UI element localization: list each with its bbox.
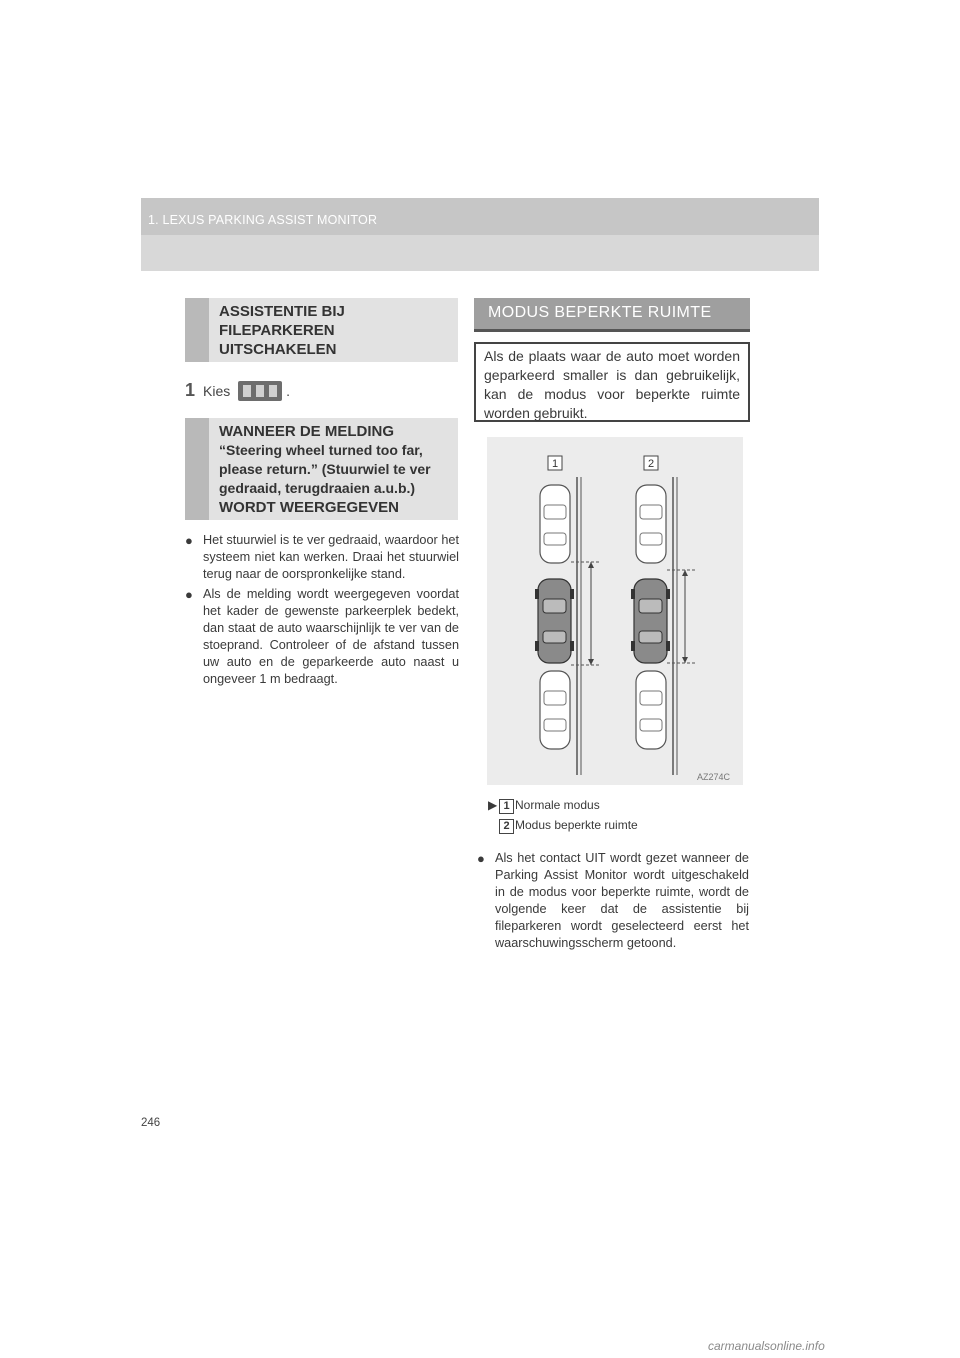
bullet-icon: ●	[185, 533, 193, 548]
parked-car-front	[636, 485, 666, 563]
bullet-text: Het stuurwiel is te ver gedraaid, waardoor het systeem niet kan werken. Draai het stuurwiel terug naar de oorspronkelijke stand.	[203, 533, 459, 581]
heading-line: please return.” (Stuurwiel te ver	[219, 461, 431, 477]
heading-bar	[185, 418, 209, 520]
step-number: 1	[185, 380, 196, 400]
chapter-title: 1. LEXUS PARKING ASSIST MONITOR	[148, 213, 378, 227]
own-car	[631, 579, 670, 663]
page-number: 246	[141, 1117, 161, 1129]
header-band	[141, 198, 819, 271]
step-text-end: .	[286, 383, 291, 399]
parked-car-rear	[540, 671, 570, 749]
heading-line: “Steering wheel turned too far,	[219, 442, 423, 458]
label-1-text: 1	[551, 458, 559, 470]
own-car	[535, 579, 574, 663]
parked-car-front	[540, 485, 570, 563]
legend-label: Modus beperkte ruimte	[515, 818, 638, 832]
parking-diagram-svg	[487, 437, 743, 785]
parking-assist-button-icon	[238, 381, 282, 401]
list-item	[185, 586, 459, 688]
heading-line: FILEPARKEREN	[219, 322, 335, 339]
heading-line: WORDT WEERGEGEVEN	[219, 499, 400, 516]
list-item	[185, 532, 459, 583]
heading-line: gedraaid, terugdraaien a.u.b.)	[219, 480, 416, 496]
section-title: MODUS BEPERKTE RUIMTE	[488, 304, 712, 321]
legend-number: 2	[499, 819, 514, 834]
label-2-text: 2	[647, 458, 655, 470]
watermark: carmanualsonline.info	[708, 1339, 825, 1353]
bullet-icon: ●	[185, 587, 193, 602]
list-item	[477, 850, 749, 952]
info-box: Als de plaats waar de auto moet worden geparkeerd smaller is dan gebruikelijk, kan de modus voor beperkte ruimte worden gebruikt.	[474, 342, 750, 422]
left-bullet-list	[185, 532, 459, 691]
legend-label: Normale modus	[515, 798, 600, 812]
bullet-text: Als het contact UIT wordt gezet wanneer de Parking Assist Monitor wordt uitgeschakeld in de modus voor beperkte ruimte, wordt de volgende keer dat de assistentie bij fileparkeren wordt geselecteerd eerst het waarschuwingsscherm getoond.	[495, 851, 749, 950]
bullet-text: Als de melding wordt weergegeven voordat het kader de gewenste parkeerplek bedekt, dan staat de auto waarschijnlijk te ver van de stoeprand. Controleer of de afstand tussen uw auto en de geparkeerde auto naast u ongeveer 1 m bedraagt.	[203, 587, 459, 686]
heading-line: UITSCHAKELEN	[219, 341, 337, 358]
heading-bar	[185, 298, 209, 362]
section-heading-modus	[474, 298, 750, 332]
figure-code: AZ274C	[697, 772, 731, 782]
heading-line: WANNEER DE MELDING	[219, 423, 395, 440]
bullet-icon: ●	[477, 851, 485, 866]
section-heading-message	[185, 418, 458, 520]
heading-line: ASSISTENTIE BIJ	[219, 303, 345, 320]
parked-car-rear	[636, 671, 666, 749]
parking-diagram	[487, 437, 743, 785]
section-heading-disable	[185, 298, 458, 362]
right-bullet-list	[477, 850, 749, 955]
step-1	[185, 380, 290, 401]
step-text: Kies	[203, 383, 231, 399]
triangle-right-icon: ▶	[488, 798, 498, 812]
legend-number: 1	[499, 799, 514, 814]
